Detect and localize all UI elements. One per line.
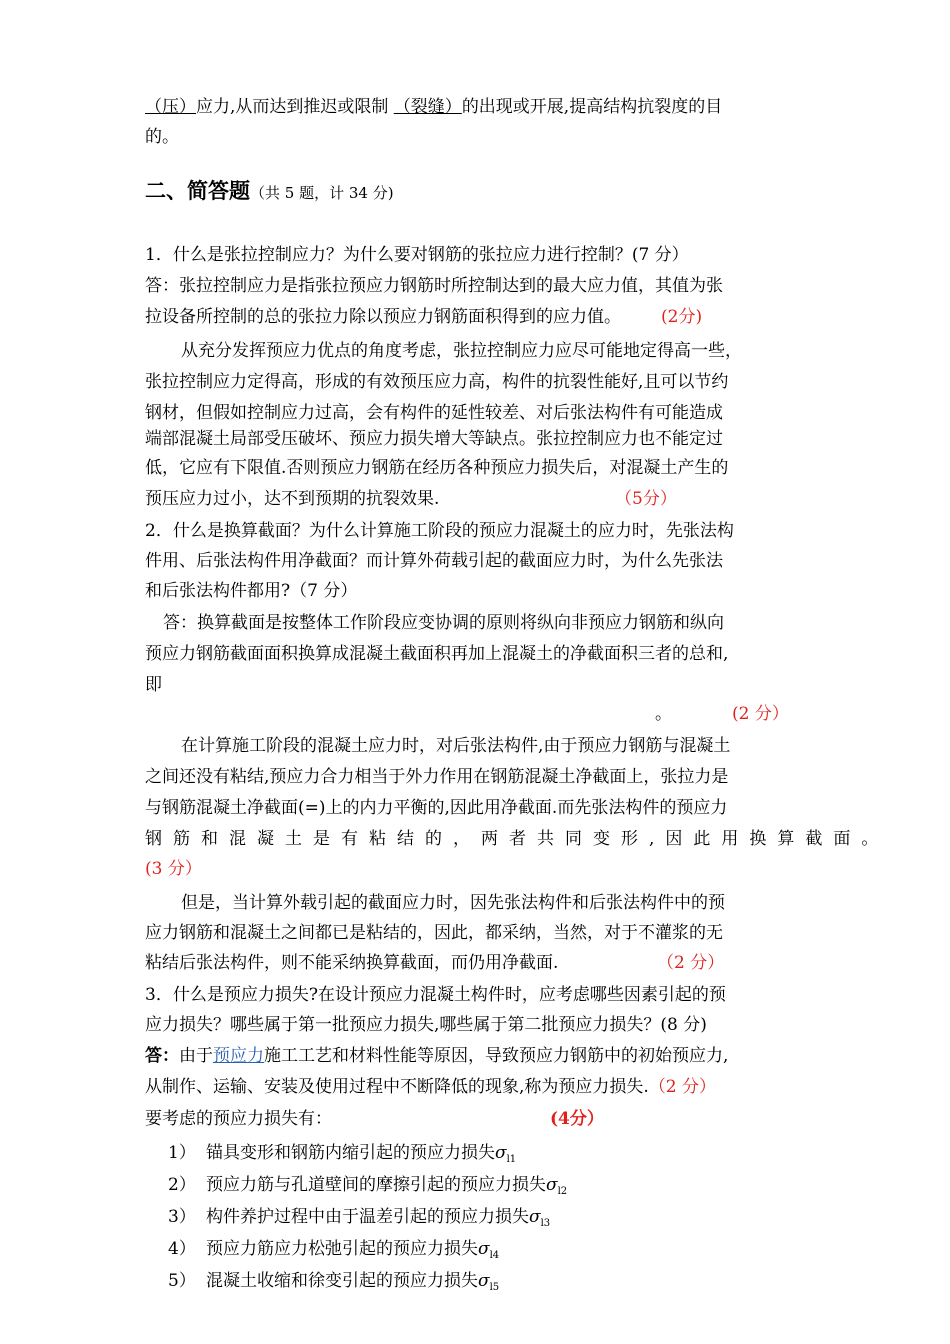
q2-answer-1: 答：换算截面是按整体工作阶段应变协调的原则将纵向非预应力钢筋和纵向 — [163, 613, 724, 633]
prestress-link[interactable]: 预应力 — [213, 1046, 264, 1066]
section-title: 二、简答题 — [145, 179, 250, 203]
q2-score-line: 。 (2 分） — [655, 704, 789, 724]
loss-item-4: 4） 预应力筋应力松弛引起的预应力损失$\sigma_{l4}$ — [168, 1239, 500, 1261]
q3-answer-1: 答：由于预应力施工工艺和材料性能等原因，导致预应力钢筋中的初始预应力, — [145, 1046, 729, 1066]
q2-para-2: 之间还没有粘结,预应力合力相当于外力作用在钢筋混凝土净截面上，张拉力是 — [145, 767, 729, 787]
q1-answer-2: 拉设备所控制的总的张拉力除以预应力钢筋面积得到的应力值。 (2分) — [145, 307, 703, 327]
q1-para-5: 低，它应有下限值.否则预应力钢筋在经历各种预应力损失后，对混凝土产生的 — [145, 458, 729, 478]
q3-answer-2: 从制作、运输、安装及使用过程中不断降低的现象,称为预应力损失.（2 分） — [145, 1077, 717, 1097]
q3-list-intro: 要考虑的预应力损失有： (4分） — [145, 1109, 604, 1129]
q1-answer-1: 答：张拉控制应力是指张拉预应力钢筋时所控制达到的最大应力值，其值为张 — [145, 276, 723, 296]
q2-answer-3: 即 — [145, 675, 162, 695]
loss-item-2: 2） 预应力筋与孔道壁间的摩擦引起的预应力损失$\sigma_{l2}$ — [168, 1175, 568, 1197]
q2-para-7: 粘结后张法构件，则不能采纳换算截面，而仍用净截面. （2 分） — [145, 953, 725, 973]
score-2c: （2 分） — [657, 953, 725, 973]
q3-question-1: 3．什么是预应力损失?在设计预应力混凝土构件时，应考虑哪些因素引起的预 — [145, 985, 726, 1005]
intro-line-1: （压）应力,从而达到推迟或限制 （裂缝）的出现或开展,提高结构抗裂度的目 — [145, 97, 723, 117]
sigma-symbol: σ — [478, 1239, 490, 1259]
q1-para-1: 从充分发挥预应力优点的角度考虑，张拉控制应力应尽可能地定得高一些， — [181, 341, 742, 361]
score-4: (4分） — [550, 1109, 604, 1129]
q1-para-2: 张拉控制应力定得高，形成的有效预压应力高，构件的抗裂性能好,且可以节约 — [145, 372, 729, 392]
loss-item-5: 5） 混凝土收缩和徐变引起的预应力损失$\sigma_{l5}$ — [168, 1271, 500, 1293]
score-2d: （2 分） — [648, 1077, 717, 1097]
score-3: (3 分） — [145, 859, 202, 879]
section-note: （共 5 题，计 34 分) — [250, 184, 394, 202]
blank-compression: （压） — [145, 97, 196, 117]
blank-crack: （裂缝） — [393, 97, 462, 117]
q2-para-3: 与钢筋混凝土净截面(=)上的内力平衡的,因此用净截面.而先张法构件的预应力 — [145, 798, 728, 818]
q2-para-5: 但是，当计算外载引起的截面应力时，因先张法构件和后张法构件中的预 — [181, 893, 725, 913]
score-5: （5分） — [615, 489, 677, 509]
q3-question-2: 应力损失？哪些属于第一批预应力损失,哪些属于第二批预应力损失？(8 分) — [145, 1015, 707, 1035]
q2-para-6: 应力钢筋和混凝土之间都已是粘结的，因此，都采纳，当然，对于不灌浆的无 — [145, 923, 723, 943]
sigma-symbol: σ — [546, 1175, 558, 1195]
q2-answer-2: 预应力钢筋截面面积换算成混凝土截面积再加上混凝土的净截面积三者的总和, — [145, 644, 729, 664]
answer-label: 答： — [145, 1046, 179, 1066]
q2-question-2: 件用、后张法构件用净截面？而计算外荷载引起的截面应力时，为什么先张法 — [145, 551, 723, 571]
q2-question-3: 和后张法构件都用?（7 分） — [145, 581, 358, 601]
q1-para-4: 端部混凝土局部受压破坏、预应力损失增大等缺点。张拉控制应力也不能定过 — [145, 429, 723, 449]
section-heading — [145, 180, 394, 204]
q1-para-6: 预压应力过小，达不到预期的抗裂效果. （5分） — [145, 489, 677, 509]
score-2b: (2 分） — [732, 704, 789, 724]
sigma-symbol: σ — [529, 1207, 541, 1227]
intro-line-2: 的。 — [145, 127, 179, 147]
q2-para-4: 钢筋和混凝土是有粘结的，两者共同变形,因此用换算截面。 — [145, 829, 890, 849]
score-2: (2分) — [661, 307, 703, 327]
q1-para-3: 钢材，但假如控制应力过高，会有构件的延性较差、对后张法构件有可能造成 — [145, 403, 723, 423]
q2-para-1: 在计算施工阶段的混凝土应力时，对后张法构件,由于预应力钢筋与混凝土 — [181, 736, 731, 756]
loss-item-1: 1） 锚具变形和钢筋内缩引起的预应力损失$\sigma_{l1}$ — [168, 1143, 517, 1165]
q1-question: 1．什么是张拉控制应力？为什么要对钢筋的张拉应力进行控制？(7 分） — [145, 245, 689, 265]
sigma-symbol: σ — [495, 1143, 507, 1163]
q2-question-1: 2．什么是换算截面？为什么计算施工阶段的预应力混凝土的应力时，先张法构 — [145, 521, 734, 541]
sigma-symbol: σ — [478, 1271, 490, 1291]
loss-item-3: 3） 构件养护过程中由于温差引起的预应力损失$\sigma_{l3}$ — [168, 1207, 551, 1229]
